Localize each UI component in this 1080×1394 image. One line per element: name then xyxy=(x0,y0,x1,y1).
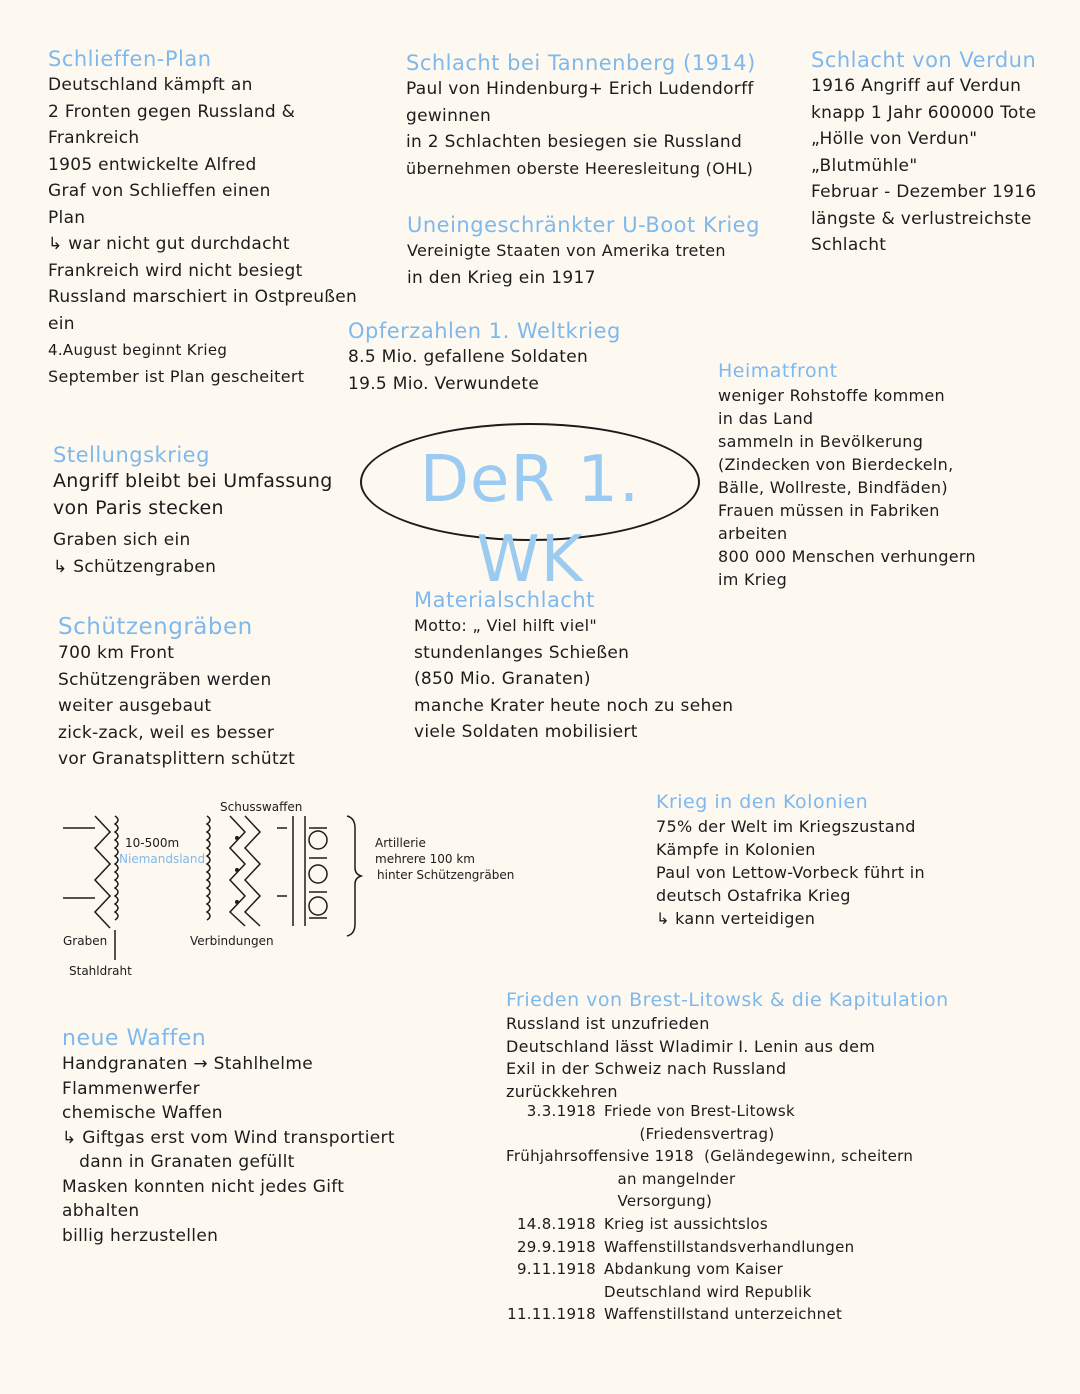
timeline-date: 9.11.1918 xyxy=(516,1260,596,1279)
text-line: dann in Granaten gefüllt xyxy=(62,1152,295,1172)
section-opferzahlen xyxy=(348,318,621,397)
text-line: längste & verlustreichste xyxy=(811,208,1032,229)
text-line: 75% der Welt im Kriegszustand xyxy=(656,817,916,836)
text-line: sammeln in Bevölkerung xyxy=(718,432,924,451)
timeline-entry xyxy=(496,1258,913,1281)
section-heimatfront xyxy=(718,358,976,591)
text-line: 2 Fronten gegen Russland & xyxy=(48,101,296,122)
text-line: Deutschland kämpft an xyxy=(48,75,253,95)
timeline-entry xyxy=(496,1236,913,1259)
section-stellungskrieg xyxy=(53,442,333,580)
timeline-date: 11.11.1918 xyxy=(507,1305,596,1324)
text-line: gewinnen xyxy=(406,105,492,126)
text-line: Paul von Lettow-Vorbeck führt in xyxy=(656,863,925,882)
text-line: Motto: „ Viel hilft viel" xyxy=(414,616,597,635)
text-line: 1905 entwickelte Alfred xyxy=(48,154,257,175)
text-line: Russland ist unzufrieden xyxy=(506,1014,710,1033)
text-line: „Blutmühle" xyxy=(811,155,918,176)
text-line: knapp 1 Jahr 600000 Tote xyxy=(811,102,1037,123)
text-line: viele Soldaten mobilisiert xyxy=(414,722,638,742)
timeline-text: (Friedensvertrag) xyxy=(604,1124,775,1143)
text-line: Exil in der Schweiz nach Russland xyxy=(506,1059,787,1078)
timeline xyxy=(496,1100,913,1326)
text-line: in den Krieg ein 1917 xyxy=(407,267,596,288)
section-heading: Materialschlacht xyxy=(414,588,595,612)
text-line: weiter ausgebaut xyxy=(58,696,212,716)
text-line: ↳ war nicht gut durchdacht xyxy=(48,234,290,254)
timeline-text: Krieg ist aussichtslos xyxy=(604,1214,769,1233)
section-heading: Schlieffen-Plan xyxy=(48,47,212,71)
section-uboot-krieg xyxy=(407,212,760,291)
timeline-entry xyxy=(506,1190,913,1213)
timeline-text: Waffenstillstandsverhandlungen xyxy=(604,1237,855,1256)
timeline-entry xyxy=(496,1303,913,1326)
page-title: DeR 1. WK xyxy=(419,443,641,597)
text-line: billig herzustellen xyxy=(62,1225,219,1246)
trench-diagram xyxy=(55,798,535,988)
section-schuetzengraeben xyxy=(58,614,295,773)
text-line: Kämpfe in Kolonien xyxy=(656,840,816,859)
label-distance: 10-500m xyxy=(125,836,180,850)
text-line: (Zindecken von Bierdeckeln, xyxy=(718,455,954,474)
text-line: Graf von Schlieffen einen xyxy=(48,181,271,201)
timeline-entry xyxy=(506,1145,913,1168)
label-niemandsland: Niemandsland xyxy=(119,852,206,866)
text-line: September ist Plan gescheitert xyxy=(48,366,305,386)
text-line: Vereinigte Staaten von Amerika treten xyxy=(407,241,726,260)
text-line: Frauen müssen in Fabriken xyxy=(718,501,940,520)
text-line: Februar - Dezember 1916 xyxy=(811,182,1037,202)
section-heading: Krieg in den Kolonien xyxy=(656,791,869,813)
section-heading: Schlacht bei Tannenberg (1914) xyxy=(406,51,756,75)
timeline-text: Versorgung) xyxy=(506,1192,713,1211)
label-artillerie-detail: hinter Schützengräben xyxy=(377,868,515,882)
timeline-date: 3.3.1918 xyxy=(526,1102,596,1120)
section-heading: Uneingeschränkter U-Boot Krieg xyxy=(407,213,760,237)
text-line: (850 Mio. Granaten) xyxy=(414,669,591,689)
text-line: abhalten xyxy=(62,1201,140,1221)
text-line: Handgranaten → Stahlhelme xyxy=(62,1054,313,1074)
text-line: Angriff bleibt bei Umfassung xyxy=(53,470,333,492)
timeline-text: Waffenstillstand unterzeichnet xyxy=(604,1305,843,1324)
text-line: in 2 Schlachten besiegen sie Russland xyxy=(406,132,743,152)
text-line: chemische Waffen xyxy=(62,1103,223,1123)
text-line: 1916 Angriff auf Verdun xyxy=(811,76,1022,96)
text-line: manche Krater heute noch zu sehen xyxy=(414,695,734,716)
label-schusswaffen: Schusswaffen xyxy=(220,800,303,814)
text-line: 8.5 Mio. gefallene Soldaten xyxy=(348,347,589,367)
section-heading: Heimatfront xyxy=(718,360,838,382)
timeline-text: Friede von Brest-Litowsk xyxy=(604,1102,795,1120)
timeline-date: 14.8.1918 xyxy=(516,1214,596,1233)
text-line: übernehmen oberste Heeresleitung (OHL) xyxy=(406,158,754,178)
section-heading: Schützengräben xyxy=(58,614,253,640)
text-line: Graben sich ein xyxy=(53,530,191,550)
text-line: ↳ Giftgas erst vom Wind transportiert xyxy=(62,1127,395,1148)
section-tannenberg xyxy=(406,50,756,182)
section-heading: Schlacht von Verdun xyxy=(811,48,1037,72)
timeline-entry xyxy=(496,1123,913,1146)
text-line: zick-zack, weil es besser xyxy=(58,722,275,743)
section-schlieffen-plan xyxy=(48,46,357,390)
text-line: ↳ Schützengraben xyxy=(53,556,217,577)
label-artillerie-detail: mehrere 100 km xyxy=(375,852,475,866)
text-line: Frankreich xyxy=(48,128,140,148)
timeline-entry xyxy=(496,1281,913,1304)
text-line: in das Land xyxy=(718,409,814,428)
section-frieden-brest-litowsk xyxy=(506,987,949,1103)
text-line: von Paris stecken xyxy=(53,496,224,519)
section-heading: Opferzahlen 1. Weltkrieg xyxy=(348,319,621,343)
text-line: 700 km Front xyxy=(58,643,175,663)
text-line: weniger Rohstoffe kommen xyxy=(718,386,945,405)
section-verdun xyxy=(811,47,1037,259)
label-verbindungen: Verbindungen xyxy=(190,934,274,948)
text-line: Schützengräben werden xyxy=(58,669,272,690)
section-heading: Stellungskrieg xyxy=(53,443,210,467)
text-line: Flammenwerfer xyxy=(62,1078,200,1099)
text-line: vor Granatsplittern schützt xyxy=(58,749,296,769)
timeline-date: 29.9.1918 xyxy=(516,1237,596,1256)
text-line: Frankreich wird nicht besiegt xyxy=(48,260,303,281)
timeline-text: an mangelnder xyxy=(506,1169,736,1188)
label-artillerie: Artillerie xyxy=(375,836,426,850)
text-line: deutsch Ostafrika Krieg xyxy=(656,886,851,905)
text-line: arbeiten xyxy=(718,524,788,543)
label-stahldraht: Stahldraht xyxy=(69,964,132,978)
text-line: stundenlanges Schießen xyxy=(414,642,630,663)
section-kolonien xyxy=(656,789,925,930)
text-line: Plan xyxy=(48,207,86,228)
text-line: 19.5 Mio. Verwundete xyxy=(348,373,540,394)
section-heading: neue Waffen xyxy=(62,1026,207,1051)
timeline-text: Deutschland wird Republik xyxy=(604,1282,812,1301)
timeline-text: Frühjahrsoffensive 1918 (Geländegewinn, scheitern xyxy=(506,1147,914,1166)
timeline-text: Abdankung vom Kaiser xyxy=(604,1260,784,1279)
section-materialschlacht xyxy=(414,587,733,746)
text-line: 800 000 Menschen verhungern xyxy=(718,547,976,566)
text-line: Bälle, Wollreste, Bindfäden) xyxy=(718,478,948,497)
label-graben: Graben xyxy=(63,934,108,948)
text-line: Paul von Hindenburg+ Erich Ludendorff xyxy=(406,79,754,99)
section-heading: Frieden von Brest-Litowsk & die Kapitulation xyxy=(506,989,949,1011)
text-line: ein xyxy=(48,313,75,334)
section-neue-waffen xyxy=(62,1026,395,1248)
text-line: ↳ kann verteidigen xyxy=(656,909,816,928)
text-line: Russland marschiert in Ostpreußen xyxy=(48,287,358,307)
timeline-entry xyxy=(506,1168,913,1191)
timeline-entry xyxy=(496,1213,913,1236)
text-line: 4.August beginnt Krieg xyxy=(48,341,228,359)
text-line: „Hölle von Verdun" xyxy=(811,129,978,149)
text-line: Deutschland lässt Wladimir I. Lenin aus dem xyxy=(506,1036,876,1056)
timeline-entry xyxy=(496,1100,913,1123)
trench-sketch xyxy=(55,798,535,988)
text-line: im Krieg xyxy=(718,570,788,589)
text-line: Schlacht xyxy=(811,235,887,255)
text-line: zurückkehren xyxy=(506,1081,618,1101)
text-line: Masken konnten nicht jedes Gift xyxy=(62,1176,345,1197)
